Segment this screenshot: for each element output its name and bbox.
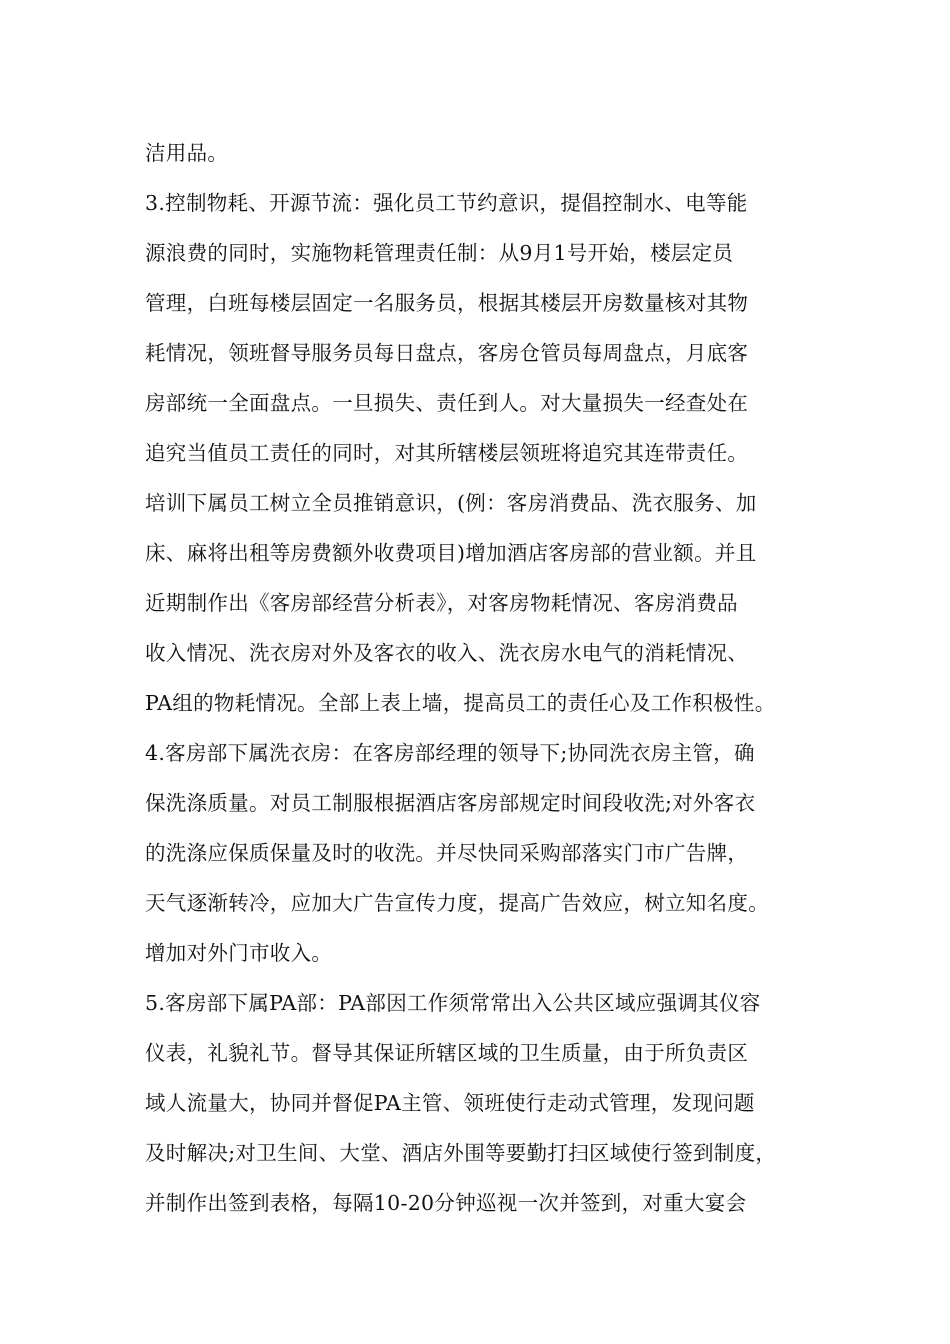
text-line: 房部统一全面盘点。一旦损失、责任到人。对大量损失一经查处在 <box>145 391 749 415</box>
text-line: 5.客房部下属PA部：PA部因工作须常常出入公共区域应强调其仪容 <box>145 991 761 1015</box>
text-line: 并制作出签到表格，每隔10-20分钟巡视一次并签到，对重大宴会 <box>145 1191 747 1215</box>
text-line: PA组的物耗情况。全部上表上墙，提高员工的责任心及工作积极性。 <box>145 691 776 715</box>
text-line: 域人流量大，协同并督促PA主管、领班使行走动式管理，发现问题 <box>145 1091 755 1115</box>
text-line: 3.控制物耗、开源节流：强化员工节约意识，提倡控制水、电等能 <box>145 191 748 215</box>
text-line: 的洗涤应保质保量及时的收洗。并尽快同采购部落实门市广告牌， <box>145 841 749 865</box>
text-line: 保洗涤质量。对员工制服根据酒店客房部规定时间段收洗;对外客衣 <box>145 791 756 815</box>
text-line: 耗情况，领班督导服务员每日盘点，客房仓管员每周盘点，月底客 <box>145 341 749 365</box>
text-line: 源浪费的同时，实施物耗管理责任制：从9月1号开始，楼层定员 <box>145 241 734 265</box>
text-line: 管理，白班每楼层固定一名服务员，根据其楼层开房数量核对其物 <box>145 291 749 315</box>
text-line: 培训下属员工树立全员推销意识，(例：客房消费品、洗衣服务、加 <box>145 491 757 515</box>
text-line: 收入情况、洗衣房对外及客衣的收入、洗衣房水电气的消耗情况、 <box>145 641 749 665</box>
text-line: 近期制作出《客房部经营分析表》，对客房物耗情况、客房消费品 <box>145 591 738 615</box>
text-line: 床、麻将出租等房费额外收费项目)增加酒店客房部的营业额。并且 <box>145 541 757 565</box>
text-line: 追究当值员工责任的同时，对其所辖楼层领班将追究其连带责任。 <box>145 441 749 465</box>
text-line: 4.客房部下属洗衣房：在客房部经理的领导下;协同洗衣房主管，确 <box>145 741 755 765</box>
text-line: 及时解决;对卫生间、大堂、酒店外围等要勤打扫区域使行签到制度， <box>145 1141 777 1165</box>
text-line: 洁用品。 <box>145 141 229 165</box>
text-line: 天气逐渐转冷，应加大广告宣传力度，提高广告效应，树立知名度。 <box>145 891 769 915</box>
text-line: 仪表，礼貌礼节。督导其保证所辖区域的卫生质量，由于所负责区 <box>145 1041 749 1065</box>
text-line: 增加对外门市收入。 <box>145 941 333 965</box>
